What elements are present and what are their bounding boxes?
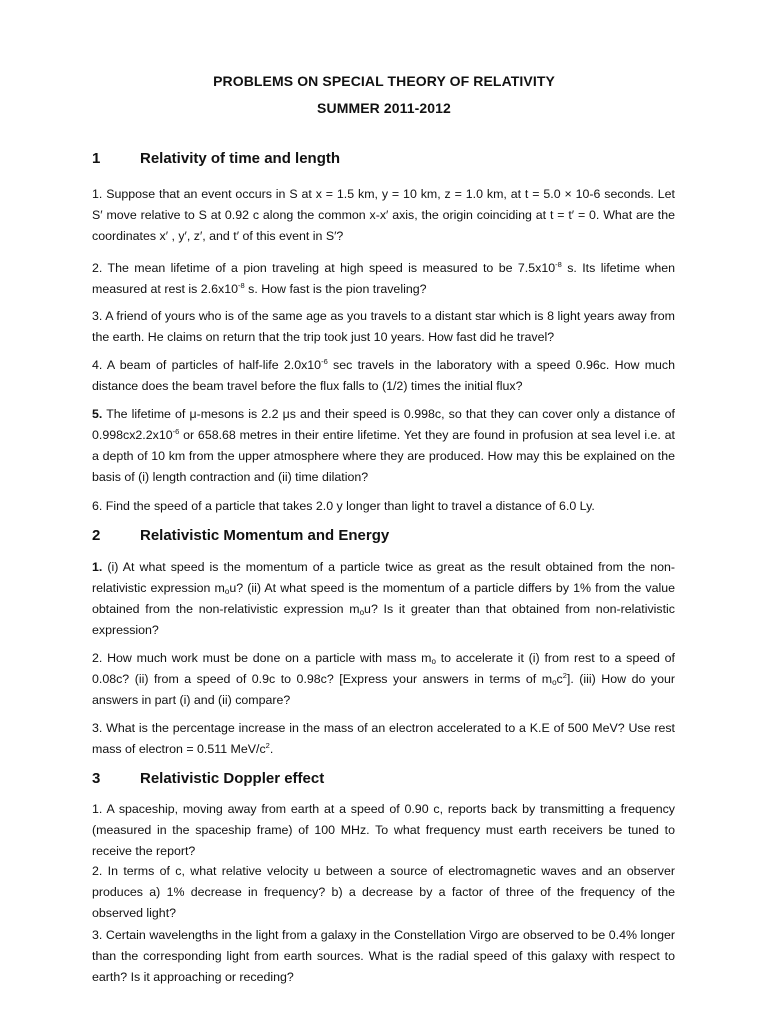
section-number: 3 — [92, 770, 101, 787]
section-title: Relativity of time and length — [140, 150, 341, 167]
section-title: Relativistic Doppler effect — [140, 770, 325, 787]
section-2-heading — [92, 527, 389, 544]
section-3-heading — [92, 770, 324, 787]
problem-2-1: 1. (i) At what speed is the momentum of a particle twice as great as the result obtained from the non-relativistic expression $m_ou$? (ii) At what speed is the momentum of a particle differs by 1% from the value obtained from the non-relativistic expression $m_ou$? Is it greater than that obtained from non-relativistic expression? — [92, 560, 675, 637]
section-number: 2 — [92, 527, 101, 544]
problem-1-2: 2. The mean lifetime of a pion traveling at high speed is measured to be $7.5x10^{-8}$ s. Its lifetime when measured at rest is $2.6x10^{-8}$ s. How fast is the pion traveling? — [92, 260, 675, 296]
problem-2-3: 3. What is the percentage increase in the mass of an electron accelerated to a K.E of 500 MeV? Use rest mass of electron = 0.511 MeV/$c^2$. — [92, 721, 675, 756]
problem-1-6: 6. Find the speed of a particle that takes 2.0 y longer than light to travel a distance of 6.0 Ly. — [92, 499, 595, 513]
document-title: PROBLEMS ON SPECIAL THEORY OF RELATIVITY — [213, 73, 555, 89]
problem-2-2: 2. How much work must be done on a particle with mass $m_o$ to accelerate it (i) from rest to a speed of 0.08c? (ii) from a speed of 0.9c to 0.98c? [Express your answers in terms of $m_oc^2$]. (iii) How do your answers in part (i) and (ii) compare? — [92, 651, 675, 707]
problem-1-3: 3. A friend of yours who is of the same age as you travels to a distant star which is 8 light years away from the earth. He claims on return that the trip took just 10 years. How fast did he travel? — [92, 309, 675, 344]
section-number: 1 — [92, 150, 101, 167]
document-subtitle: SUMMER 2011-2012 — [317, 100, 451, 116]
section-title: Relativistic Momentum and Energy — [140, 527, 390, 544]
problem-1-5: 5. The lifetime of μ-mesons is 2.2 μs and their speed is 0.998c, so that they can cover only a distance of $0.998cx2.2x10^{-6}$ or 658.68 metres in their entire lifetime. Yet they are found in profusion at sea level i.e. at a depth of 10 km from the upper atmosphere where they are produced. How may this be explained on the basis of (i) length contraction and (ii) time dilation? — [92, 407, 675, 484]
problem-3-1: 1. A spaceship, moving away from earth at a speed of 0.90 c, reports back by transmitting a frequency (measured in the spaceship frame) of 100 MHz. To what frequency must earth receivers be tuned to receive the report? — [92, 802, 675, 858]
problem-3-3: 3. Certain wavelengths in the light from a galaxy in the Constellation Virgo are observed to be 0.4% longer than the corresponding light from earth sources. What is the radial speed of this galaxy with respect to earth? Is it approaching or receding? — [92, 928, 675, 984]
problem-3-2: 2. In terms of c, what relative velocity u between a source of electromagnetic waves and an observer produces a) 1% decrease in frequency? b) a decrease by a factor of three of the frequency of the observed light? — [92, 864, 675, 920]
problem-1-1: 1. Suppose that an event occurs in S at x = 1.5 km, y = 10 km, z = 1.0 km, at t = 5.0 × 10-6 seconds. Let S′ move relative to S at 0.92 c along the common x-x′ axis, the origin coinciding at t = t′ = 0. What are the coordinates x′ , y′, z′, and t′ of this event in S′? — [92, 187, 675, 243]
section-1-heading — [92, 150, 340, 167]
problem-1-4: 4. A beam of particles of half-life $2.0x10^{-6}$ sec travels in the laboratory with a speed 0.96c. How much distance does the beam travel before the flux falls to (1/2) times the initial flux? — [92, 357, 675, 393]
